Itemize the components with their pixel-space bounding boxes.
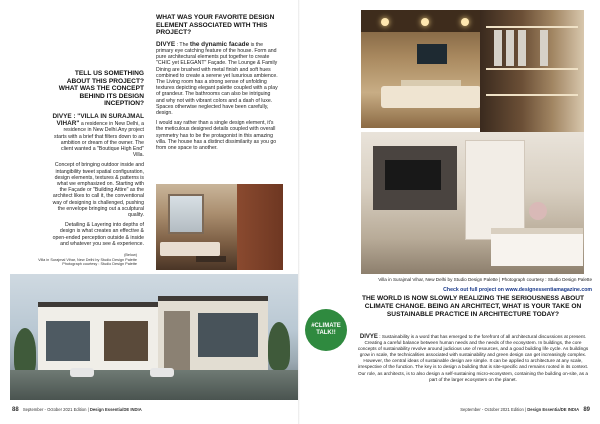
q2-paragraph-2: I would say rather than a single design element, it's the meticulous designed details coupled with overall symmetry has to be the protagonist in this amazing villa. The house has a distinct dissimilarity as you go from one space to another.	[156, 120, 277, 152]
page-number-left: 88	[12, 407, 19, 413]
footer-issue-right: September - October 2021 Edition	[460, 407, 524, 412]
footer-issue-left: September - October 2021 Edition	[22, 407, 87, 412]
q1-heading: TELL US SOMETHING ABOUT THIS PROJECT? WHAT WAS THE CONCEPT BEHIND ITS DESIGN INCEPTION?	[58, 70, 144, 108]
q1-column	[52, 70, 144, 251]
footer-publication-right: Design Essentia/DE INDIA	[527, 407, 580, 412]
q2-heading: WHAT WAS YOUR FAVORITE DESIGN ELEMENT ASSOCIATED WITH THIS PROJECT?	[156, 14, 275, 37]
footer-left: 88 September - October 2021 Edition | Design Essentia/DE INDIA	[12, 407, 142, 413]
photo-caption-left	[6, 253, 137, 267]
climate-talk-badge	[305, 309, 347, 351]
q3-body: DIVYE : Sustainability is a word that has emerged to the forefront of all architectural discussions at present. Creating a careful balance between human needs and the needs of the ecosystem. In buildings, the core concepts of sustainability revolve around judicious use of resources, and a good building life cycle. As buildings grow in scale, the technicalities associated with sustainability and green design can get increasingly complex. However, the central ideas of sustainable design are simple. It can be applied to architecture at any scale, irrespective of the function. The key is to design a building that is site-specific and remains rooted in its context. Our role, as architects, is to also design a self-sustaining micro-ecosystem, containing the building on-site, as a part of the larger ecosystem on the planet.	[357, 334, 589, 382]
q2-lead-name: DIVYE	[156, 40, 176, 48]
caption-label: (Below)	[124, 253, 137, 257]
q3-body-text: Sustainability is a word that has emerged to the forefront of all architectural discussions at present. Creating a careful balance between human needs and the needs of the ecosystem. In buildings, the core concepts of sustainability revolve around judicious use of resources, and a good building life cycle. As buildings grow in scale, the technicalities associated with sustainability and green design can get increasingly complex. However, the central ideas of sustainable design are simple. It can be applied to architecture at any scale, irrespective of the function. The key is to design a building that is site-specific and remains rooted in its context. Our role, as architects, is to also design a self-sustaining micro-ecosystem, containing the building on-site, as a part of the larger ecosystem on the planet.	[357, 334, 589, 382]
badge-text: #CLIMATE TALK!!	[311, 323, 341, 336]
q2-paragraph-1: DIVYE : The the dynamic facade is the primary eye catching feature of the house. Form and pure architectural elements put together to create "CHIC yet ELEGANT" Façade. The Lounge & Family Dining are brushed with metal finish and soft hues combined to create a serene yet luxurious ambience. The Living room has a strong sense of unfolding textures depicting elegant palette coupled with a play of grandeur. The bathrooms can also be intriguing and why not with vibrant colors and a dash of luxe. Spaces otherwise neglected have been carefully, design.	[156, 40, 278, 117]
villa-exterior-photo	[10, 274, 298, 400]
living-room-photo	[156, 184, 283, 270]
q3-lead-name: DIVYE	[359, 334, 378, 340]
bedroom-photo	[361, 132, 584, 274]
footer-right: September - October 2021 Edition | Design Essentia/DE INDIA 89	[460, 407, 590, 413]
q2-lead-bold: the dynamic facade	[189, 40, 250, 48]
photo-caption-right: Villa in Surajmal Vihar, New Delhi by Studio Design Palette | Photograph courtesy : Studio Design Palette	[378, 277, 592, 282]
q1-paragraph-2: Concept of bringing outdoor inside and intangibility tweet spatial configuration, design elements, textures & patterns is what we emphasized on. Starting with the Façade or "Building Attire" as the architect likes to call it, the conventional way of designing is challenged, pushing the envelope bringing out a sculptural quality.	[52, 162, 144, 219]
q2-column	[156, 14, 278, 155]
q1-lead-rest: a residence in New Delhi, a residence in New Delhi.Any project starts with a brief that filters down to an ambition or dream of the owner. The client wanted a "Boutique High End" Villa.	[54, 121, 144, 159]
q1-lead-paragraph	[52, 113, 144, 158]
q3-heading: THE WORLD IS NOW SLOWLY REALIZING THE SERIOUSNESS ABOUT CLIMATE CHANGE. BEING AN ARCHITECT, WHAT IS YOUR TAKE ON SUSTAINABLE PRACTICE IN ARCHITECTURE TODAY?	[361, 295, 585, 318]
page-number-right: 89	[583, 407, 590, 413]
q1-lead: DIVYE : "VILLA IN SURAJMAL VIHAR"	[52, 112, 144, 128]
caption-line-2: Photograph courtesy : Studio Design Palette	[62, 262, 137, 267]
checkout-link[interactable]: Check out full project on www.designessentiamagazine.com	[443, 287, 592, 293]
q2-paragraph-1-text: is the primary eye catching feature of the house. Form and pure architectural elements put together to create "CHIC yet ELEGANT" Façade. The Lounge & Family Dining are brushed with metal finish and soft hues combined to create a serene yet luxurious ambience. The Living room has a strong sense of unfolding textures depicting elegant palette coupled with a play of grandeur. The bathrooms can also be intriguing and why not with vibrant colors and a dash of luxe. Spaces otherwise neglected have been carefully, design.	[156, 41, 278, 117]
caption-line-1: Villa in Surajmal Vihar, New Delhi by Studio Design Palette	[38, 257, 137, 262]
q1-paragraph-3: Detailing & Layering into depths of design is what creates an effective & open-ended perception outside & inside and whatever you see & experience.	[52, 222, 144, 247]
walk-in-closet-photo	[480, 10, 584, 132]
footer-publication-left: Design Essentia/DE INDIA	[89, 407, 142, 412]
